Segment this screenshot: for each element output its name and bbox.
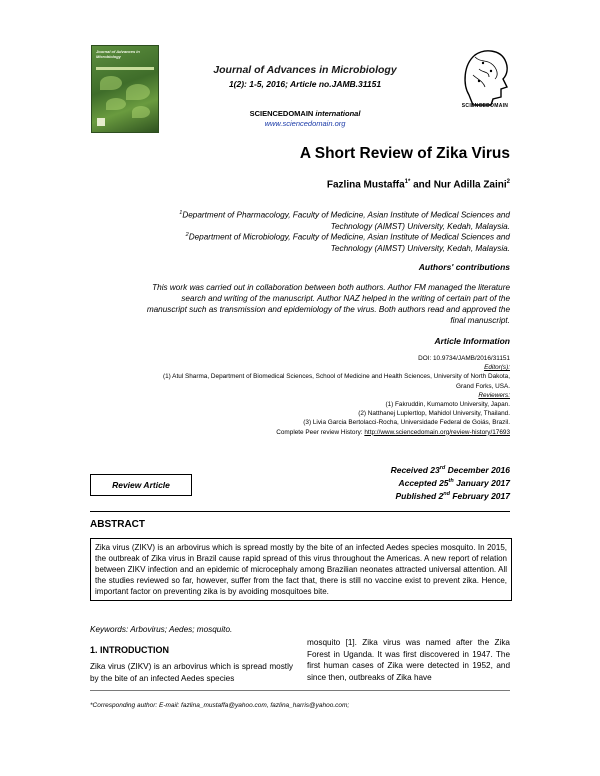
editors-label: Editor(s): bbox=[484, 364, 510, 372]
affiliation: $^2$Department of Microbiology, Faculty of Medicine, Asian Institute of Medical Sciences and Technology (AIMST) University, Kedah, Malaysia. bbox=[185, 232, 510, 253]
article-dates: Received 23rd December 2016 Accepted 25th January 2017 Published 2nd February 2017 bbox=[390, 464, 510, 501]
author-list: Fazlina Mustaffa$^{1*}$ and Nur Adilla Zaini$^2$ bbox=[326, 179, 510, 191]
journal-title: Journal of Advances in Microbiology bbox=[213, 64, 397, 76]
cover-logo-icon bbox=[97, 118, 105, 126]
author-name: Fazlina Mustaffa bbox=[326, 179, 405, 191]
cover-leaf bbox=[106, 98, 126, 110]
publisher-name: SCIENCEDOMAIN international bbox=[249, 109, 361, 118]
journal-cover-image bbox=[91, 45, 159, 133]
article-info-block: DOI: 10.9734/JAMB/2016/31151 Editor(s): (1) Atul Sharma, Department of Biomedical Sciences, School of Medicine and Health Sciences, University of North Dakota, Grand Forks, USA. Reviewers: (1) Fakruddin, Kumamoto University, Japan. (2) Natthanej Luplertlop, Mahidol University, Thailand. (3) Livia Garcia Bertolacci-Rocha, Universidade Federal de Goiás, Brazil. Complete Peer review History: http://www.sciencedomain.org/review-history/17693 bbox=[162, 355, 510, 436]
keywords: Keywords: Arbovirus; Aedes; mosquito. bbox=[90, 625, 233, 634]
section-divider bbox=[90, 511, 510, 512]
cover-title: Journal of Advances in Microbiology bbox=[96, 49, 140, 59]
cover-band bbox=[96, 67, 154, 70]
sciencedomain-head-logo-icon bbox=[455, 45, 515, 107]
reviewers-label: Reviewers: bbox=[478, 391, 510, 399]
author-name: Nur Adilla Zaini bbox=[433, 179, 507, 191]
abstract-text: Zika virus (ZIKV) is an arbovirus which is spread mostly by the bite of an infected Aedes species mosquito. In 2015, the outbreak of Zika virus in Brazil cause rapid spread of this virus throughout the Americas. A new report of relation between ZIKV infection and an epidemic of microcephaly among Brazilian neonates attracted universal attention. All the studies reviewed so far, however, suffer from the fact that, there is still no vaccine exist to prevent zika. Hence, important factor on preventing zika is by avoiding mosquitoes bite. bbox=[90, 538, 512, 601]
sciencedomain-logo-text: SCIENCEDOMAIN bbox=[461, 103, 509, 109]
abstract-heading: ABSTRACT bbox=[90, 519, 145, 530]
article-title: A Short Review of Zika Virus bbox=[299, 145, 510, 162]
contributions-heading: Authors' contributions bbox=[418, 262, 510, 272]
affiliation: $^1$Department of Pharmacology, Faculty of Medicine, Asian Institute of Medical Sciences and Technology (AIMST) University, Kedah, Malaysia. bbox=[179, 210, 510, 231]
cover-leaf bbox=[100, 76, 122, 90]
publisher-url[interactable]: www.sciencedomain.org bbox=[264, 119, 346, 128]
introduction-column-right: mosquito [1]. Zika virus was named after the Zika Forest in Uganda. It was first discovered in 1947. The first human cases of Zika were detected in 1952, and since then, outbreaks of Zika have bbox=[307, 638, 510, 682]
cover-leaf bbox=[132, 106, 150, 118]
peer-review-history-link[interactable]: http://www.sciencedomain.org/review-history/17693 bbox=[364, 428, 510, 436]
article-info-heading: Article Information bbox=[434, 336, 510, 346]
introduction-column-left: Zika virus (ZIKV) is an arbovirus which is spread mostly by the bite of an infected Aedes species bbox=[90, 662, 293, 683]
article-type-badge: Review Article bbox=[90, 474, 192, 496]
doi-text: DOI: 10.9734/JAMB/2016/31151 bbox=[418, 355, 510, 362]
introduction-heading: 1. INTRODUCTION bbox=[90, 645, 170, 655]
cover-leaf bbox=[126, 84, 150, 100]
corresponding-author-footnote: *Corresponding author: E-mail: fazlina_mustaffa@yahoo.com, fazlina_harris@yahoo.com; bbox=[90, 702, 350, 709]
journal-reference: 1(2): 1-5, 2016; Article no.JAMB.31151 bbox=[228, 79, 382, 89]
contributions-text: This work was carried out in collaboration between both authors. Author FM managed the literature search and writing of the manuscript. Author NAZ helped in the writing of certain part of the manuscript such as transmission and epidemiology of the virus. Both authors read and approved the final manuscript. bbox=[146, 283, 510, 325]
footnote-divider bbox=[90, 690, 510, 691]
